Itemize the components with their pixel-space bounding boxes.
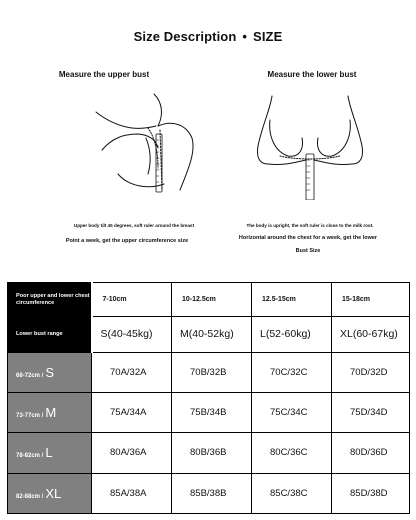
upper-bust-illustration (88, 90, 208, 200)
title-left: Size Description (133, 29, 237, 44)
lower-note-3: Bust Size (295, 248, 321, 254)
size-col-4: XL(60-67kg) (332, 317, 410, 352)
table-cell: 75B/34B (172, 392, 252, 432)
title-right: SIZE (253, 29, 283, 44)
table-cell: 75C/34C (252, 392, 332, 432)
row-label: 82-88cm / XL (8, 473, 92, 513)
table-cell: 85B/38B (172, 473, 252, 513)
table-row (8, 392, 410, 432)
upper-bust-heading: Measure the upper bust (58, 70, 150, 79)
range-col-4: 15-18cm (332, 283, 410, 317)
table-cell: 70B/32B (172, 352, 252, 392)
range-col-3: 12.5-15cm (252, 283, 332, 317)
table-cell: 80C/36C (252, 433, 332, 473)
table-cell: 70C/32C (252, 352, 332, 392)
upper-note-1: Upper body tilt 45 degrees, soft ruler around the breast (73, 223, 195, 228)
lower-range-label: Lower bust range (8, 317, 92, 352)
size-col-2: M(40-52kg) (172, 317, 252, 352)
table-cell: 75D/34D (332, 392, 410, 432)
row-label: 73-77cm / M (8, 392, 92, 432)
row-label: 78-82cm / L (8, 433, 92, 473)
table-cell: 70D/32D (332, 352, 410, 392)
table-row (8, 473, 410, 513)
title-separator: • (242, 29, 248, 44)
row-label: 68-72cm / S (8, 352, 92, 392)
table-cell: 75A/34A (92, 392, 172, 432)
table-row (8, 433, 410, 473)
table-head-label: Poor upper and lower chest circumference (8, 283, 92, 317)
lower-note-2: Horizontal around the chest for a week, get the lower (238, 235, 378, 241)
table-cell: 70A/32A (92, 352, 172, 392)
range-col-1: 7-10cm (92, 283, 172, 317)
table-cell: 85A/38A (92, 473, 172, 513)
table-cell: 80A/36A (92, 433, 172, 473)
table-cell: 80B/36B (172, 433, 252, 473)
size-col-3: L(52-60kg) (252, 317, 332, 352)
size-col-1: S(40-45kg) (92, 317, 172, 352)
lower-bust-heading: Measure the lower bust (267, 70, 357, 79)
size-table (7, 282, 409, 514)
range-col-2: 10-12.5cm (172, 283, 252, 317)
lower-note-1: The body is upright, the soft ruler is close to the milk root. (246, 223, 374, 228)
page-title (0, 29, 416, 44)
table-cell: 85C/38C (252, 473, 332, 513)
table-cell: 80D/36D (332, 433, 410, 473)
lower-bust-illustration (250, 90, 370, 200)
table-row (8, 352, 410, 392)
table-cell: 85D/38D (332, 473, 410, 513)
upper-note-2: Point a week, get the upper circumference size (65, 238, 189, 244)
